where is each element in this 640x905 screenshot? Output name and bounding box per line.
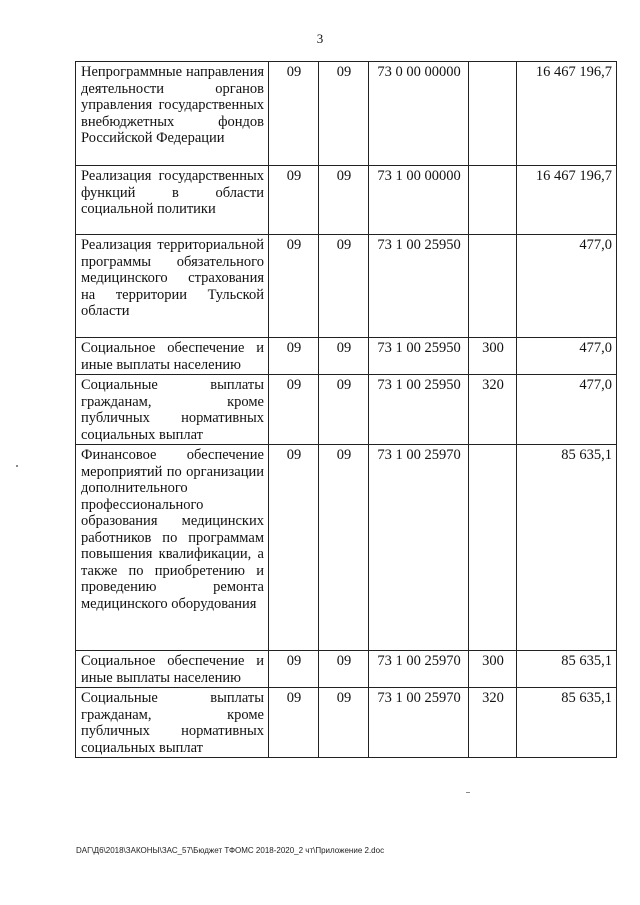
scan-speck	[16, 465, 18, 467]
amount-cell: 477,0	[517, 375, 617, 445]
subsection-cell: 09	[319, 166, 369, 235]
section-cell: 09	[269, 651, 319, 688]
table-row	[76, 235, 617, 338]
row-name-cell: Социальное обеспечение и иные выплаты населению	[76, 651, 269, 688]
target-article-cell: 73 1 00 00000	[369, 166, 469, 235]
target-article-cell: 73 1 00 25950	[369, 338, 469, 375]
table-row	[76, 166, 617, 235]
scan-speck	[466, 792, 470, 793]
target-article-cell: 73 1 00 25970	[369, 445, 469, 651]
amount-cell: 85 635,1	[517, 651, 617, 688]
table-row	[76, 688, 617, 758]
subsection-cell: 09	[319, 688, 369, 758]
section-cell: 09	[269, 375, 319, 445]
section-cell: 09	[269, 62, 319, 166]
expense-type-cell	[469, 166, 517, 235]
row-name-cell: Социальные выплаты гражданам, кроме публичных нормативных социальных выплат	[76, 688, 269, 758]
section-cell: 09	[269, 688, 319, 758]
target-article-cell: 73 0 00 00000	[369, 62, 469, 166]
page-number: 3	[316, 31, 324, 46]
amount-cell: 85 635,1	[517, 445, 617, 651]
table-row	[76, 445, 617, 651]
expense-type-cell: 320	[469, 688, 517, 758]
row-name-cell: Реализация территориальной программы обязательного медицинского страхования на территории Тульской области	[76, 235, 269, 338]
row-name-cell: Социальные выплаты гражданам, кроме публичных нормативных социальных выплат	[76, 375, 269, 445]
target-article-cell: 73 1 00 25950	[369, 235, 469, 338]
table-row	[76, 338, 617, 375]
table-row	[76, 375, 617, 445]
subsection-cell: 09	[319, 235, 369, 338]
expense-type-cell	[469, 62, 517, 166]
section-cell: 09	[269, 166, 319, 235]
section-cell: 09	[269, 338, 319, 375]
expense-type-cell: 300	[469, 338, 517, 375]
row-name-cell: Финансовое обеспечение мероприятий по организации дополнительного профессионального образования медицинских работников по программам повышения квалификации, а также по приобретению и проведению ремонта медицинского оборудования	[76, 445, 269, 651]
amount-cell: 477,0	[517, 235, 617, 338]
amount-cell: 16 467 196,7	[517, 62, 617, 166]
budget-table	[75, 61, 617, 758]
row-name-cell: Реализация государственных функций в области социальной политики	[76, 166, 269, 235]
expense-type-cell	[469, 235, 517, 338]
target-article-cell: 73 1 00 25970	[369, 688, 469, 758]
footer-file-path: DAГ\Д6\2018\ЗАКОНЫ\ЗАС_57\Бюджет ТФОМС 2018-2020_2 чт\Приложение 2.doc	[76, 846, 385, 855]
subsection-cell: 09	[319, 445, 369, 651]
target-article-cell: 73 1 00 25950	[369, 375, 469, 445]
subsection-cell: 09	[319, 651, 369, 688]
subsection-cell: 09	[319, 375, 369, 445]
section-cell: 09	[269, 235, 319, 338]
expense-type-cell: 300	[469, 651, 517, 688]
row-name-cell: Социальное обеспечение и иные выплаты населению	[76, 338, 269, 375]
amount-cell: 85 635,1	[517, 688, 617, 758]
target-article-cell: 73 1 00 25970	[369, 651, 469, 688]
section-cell: 09	[269, 445, 319, 651]
expense-type-cell: 320	[469, 375, 517, 445]
subsection-cell: 09	[319, 62, 369, 166]
expense-type-cell	[469, 445, 517, 651]
amount-cell: 477,0	[517, 338, 617, 375]
subsection-cell: 09	[319, 338, 369, 375]
table-row	[76, 62, 617, 166]
table-row	[76, 651, 617, 688]
row-name-cell: Непрограммные направления деятельности органов управления государственных внебюджетных фондов Российской Федерации	[76, 62, 269, 166]
amount-cell: 16 467 196,7	[517, 166, 617, 235]
